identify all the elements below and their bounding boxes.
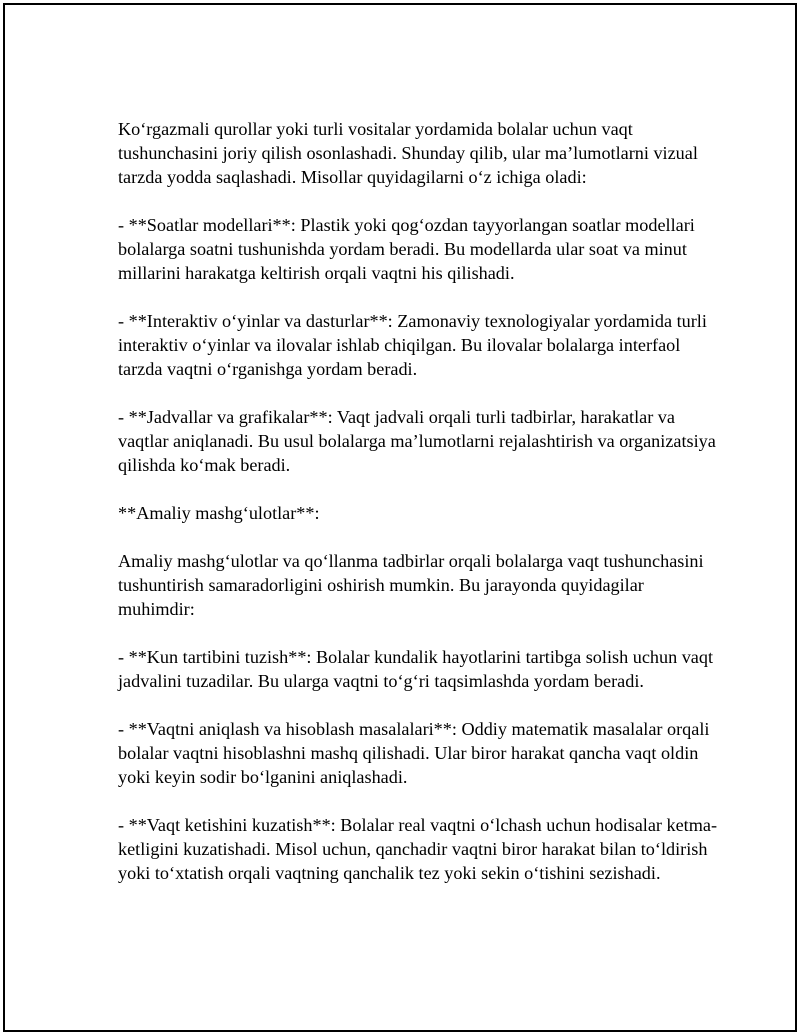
list-item-interactive-games: - **Interaktiv o‘yinlar va dasturlar**: Zamonaviy texnologiyalar yordamida turli interaktiv o‘yinlar va ilovalar ishlab chiqilgan. Bu ilovalar bolalarga interfaol tarzda vaqtni o‘rganishga yordam beradi. (118, 311, 707, 379)
list-item-tables-graphs: - **Jadvallar va grafikalar**: Vaqt jadvali orqali turli tadbirlar, harakatlar va vaqtlar aniqlanadi. Bu usul bolalarga ma’lumotlarni rejalashtirish va organizatsiya qilishda ko‘mak beradi. (118, 407, 716, 475)
list-item-time-observation: - **Vaqt ketishini kuzatish**: Bolalar real vaqtni o‘lchash uchun hodisalar ketma-ketligini kuzatishadi. Misol uchun, qanchadir vaqtni biror harakat bilan to‘ldirish yoki to‘xtatish orqali vaqtning qanchalik tez yoki sekin o‘tishini sezishadi. (118, 815, 718, 883)
intro-paragraph: Ko‘rgazmali qurollar yoki turli vositalar yordamida bolalar uchun vaqt tushunchasini joriy qilish osonlashadi. Shunday qilib, ular ma’lumotlarni vizual tarzda yodda saqlashadi. Misollar quyidagilarni o‘z ichiga oladi: (118, 119, 698, 187)
section-heading-practical: **Amaliy mashg‘ulotlar**: (118, 503, 320, 523)
list-item-daily-schedule: - **Kun tartibini tuzish**: Bolalar kundalik hayotlarini tartibga solish uchun vaqt jadvalini tuzadilar. Bu ularga vaqtni to‘g‘ri taqsimlashda yordam beradi. (118, 647, 714, 691)
document-body (118, 117, 718, 909)
practical-intro-paragraph: Amaliy mashg‘ulotlar va qo‘llanma tadbirlar orqali bolalarga vaqt tushunchasini tushuntirish samaradorligini oshirish mumkin. Bu jarayonda quyidagilar muhimdir: (118, 551, 704, 619)
list-item-clock-models: - **Soatlar modellari**: Plastik yoki qog‘ozdan tayyorlangan soatlar modellari bolalarga soatni tushunishda yordam beradi. Bu modellarda ular soat va minut millarini harakatga keltirish orqali vaqtni his qilishadi. (118, 215, 695, 283)
list-item-time-problems: - **Vaqtni aniqlash va hisoblash masalalari**: Oddiy matematik masalalar orqali bolalar vaqtni hisoblashni mashq qilishadi. Ular biror harakat qancha vaqt oldin yoki keyin sodir bo‘lganini aniqlashadi. (118, 719, 710, 787)
